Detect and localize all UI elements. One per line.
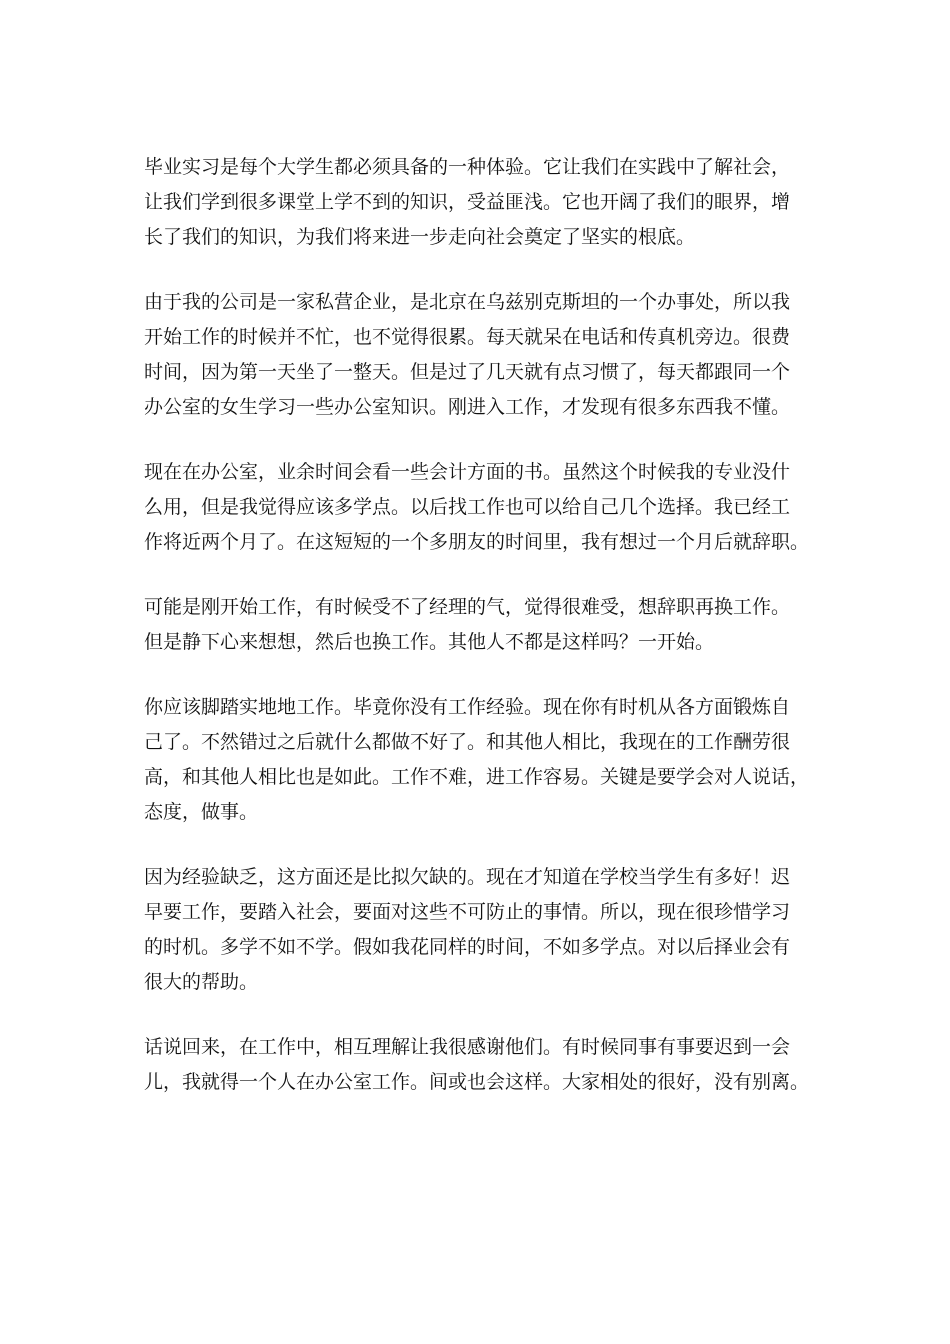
text-line: 让我们学到很多课堂上学不到的知识，受益匪浅。它也开阔了我们的眼界，增	[144, 191, 791, 213]
paragraph-2	[144, 285, 824, 425]
text-line: 话说回来，在工作中，相互理解让我很感谢他们。有时候同事有事要迟到一会	[144, 1036, 791, 1058]
text-line: 毕业实习是每个大学生都必须具备的一种体验。它让我们在实践中了解社会，	[144, 156, 791, 178]
paragraph-1	[144, 150, 824, 255]
text-line: 态度，做事。	[144, 801, 259, 823]
text-line: 高，和其他人相比也是如此。工作不难，进工作容易。关键是要学会对人说话，	[144, 766, 810, 788]
paragraph-6	[144, 860, 824, 1000]
text-line: 的时机。多学不如不学。假如我花同样的时间，不如多学点。对以后择业会有	[144, 936, 791, 958]
text-line: 儿，我就得一个人在办公室工作。间或也会这样。大家相处的很好，没有别离。	[144, 1071, 810, 1093]
paragraph-7	[144, 1030, 824, 1100]
text-line: 己了。不然错过之后就什么都做不好了。和其他人相比，我现在的工作酬劳很	[144, 731, 791, 753]
text-line: 时间，因为第一天坐了一整天。但是过了几天就有点习惯了，每天都跟同一个	[144, 361, 791, 383]
document-body	[144, 150, 824, 1130]
text-line: 你应该脚踏实地地工作。毕竟你没有工作经验。现在你有时机从各方面锻炼自	[144, 696, 791, 718]
text-line: 因为经验缺乏，这方面还是比拟欠缺的。现在才知道在学校当学生有多好！迟	[144, 866, 791, 888]
text-line: 办公室的女生学习一些办公室知识。刚进入工作，才发现有很多东西我不懂。	[144, 396, 791, 418]
text-line: 很大的帮助。	[144, 971, 259, 993]
text-line: 但是静下心来想想，然后也换工作。其他人不都是这样吗？一开始。	[144, 631, 715, 653]
text-line: 开始工作的时候并不忙，也不觉得很累。每天就呆在电话和传真机旁边。很费	[144, 326, 791, 348]
text-line: 现在在办公室，业余时间会看一些会计方面的书。虽然这个时候我的专业没什	[144, 461, 791, 483]
text-line: 作将近两个月了。在这短短的一个多朋友的时间里，我有想过一个月后就辞职。	[144, 531, 810, 553]
paragraph-3	[144, 455, 824, 560]
text-line: 由于我的公司是一家私营企业，是北京在乌兹别克斯坦的一个办事处，所以我	[144, 291, 791, 313]
text-line: 早要工作，要踏入社会，要面对这些不可防止的事情。所以，现在很珍惜学习	[144, 901, 791, 923]
text-line: 可能是刚开始工作，有时候受不了经理的气，觉得很难受，想辞职再换工作。	[144, 596, 791, 618]
text-line: 么用，但是我觉得应该多学点。以后找工作也可以给自己几个选择。我已经工	[144, 496, 791, 518]
text-line: 长了我们的知识，为我们将来进一步走向社会奠定了坚实的根底。	[144, 226, 696, 248]
paragraph-4	[144, 590, 824, 660]
paragraph-5	[144, 690, 824, 830]
